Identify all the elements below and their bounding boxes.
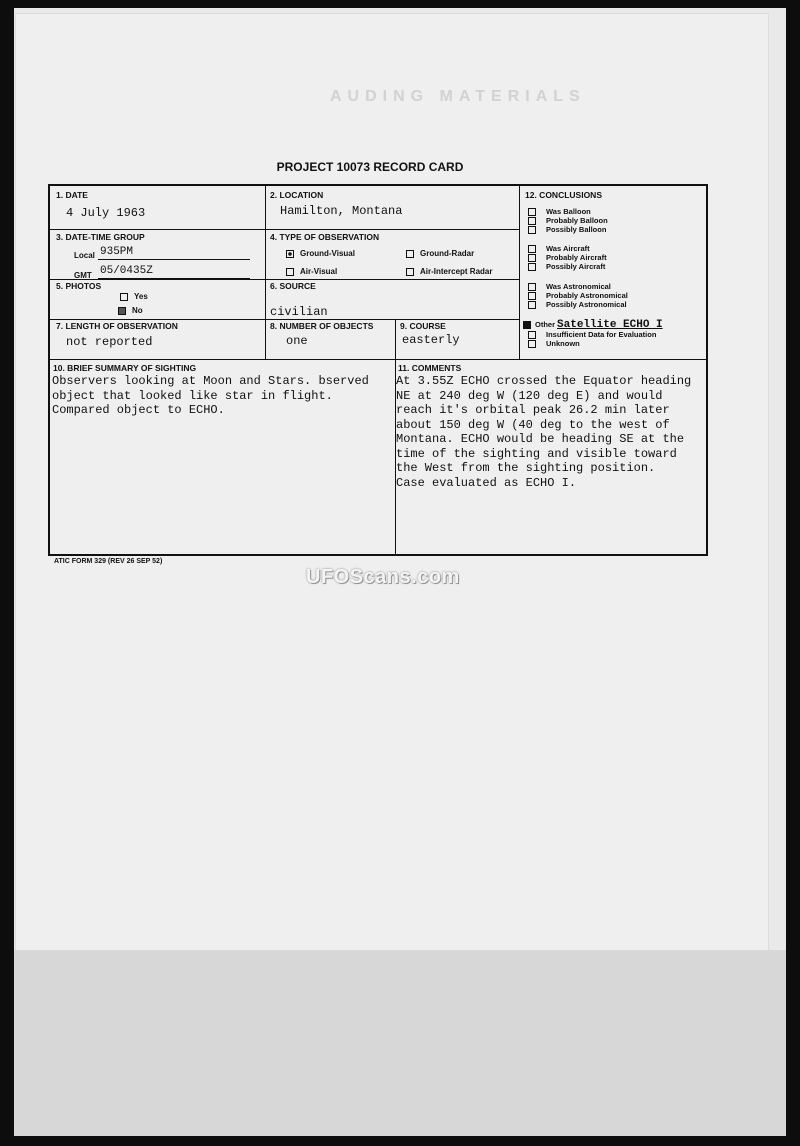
type-air-visual: Air-Visual	[286, 267, 337, 276]
dtg-gmt-value: 05/0435Z	[100, 265, 153, 277]
conclusion-possibly-astronomical: Possibly Astronomical	[528, 300, 627, 309]
objects-value: one	[286, 334, 308, 348]
checkbox	[528, 208, 536, 216]
checkbox	[528, 340, 536, 348]
conclusion-other: Other Satellite ECHO I	[523, 320, 663, 330]
photos-label: 5. PHOTOS	[56, 281, 102, 291]
checkbox	[528, 254, 536, 262]
comments-label: 11. COMMENTS	[398, 363, 462, 373]
checkbox	[528, 226, 536, 234]
photos-yes: Yes	[120, 292, 148, 301]
conclusion-probably-aircraft: Probably Aircraft	[528, 253, 607, 262]
checkbox	[528, 217, 536, 225]
conclusion-insufficient: Insufficient Data for Evaluation	[528, 330, 656, 339]
checkbox	[528, 245, 536, 253]
conclusion-probably-balloon: Probably Balloon	[528, 216, 608, 225]
course-value: easterly	[402, 333, 460, 347]
type-label: 4. TYPE OF OBSERVATION	[270, 232, 380, 242]
form-number: ATIC FORM 329 (REV 26 SEP 52)	[54, 558, 163, 565]
comments-text: At 3.55Z ECHO crossed the Equator heading NE at 240 deg W (120 deg E) and would reach it's orbital peak 26.2 min later about 150 deg W (40 deg to the west of Montana. ECHO would be heading SE at the time of the sighting and visible toward the West from the sighting position. Case evaluated as ECHO I.	[396, 374, 692, 490]
length-label: 7. LENGTH OF OBSERVATION	[56, 321, 178, 331]
date-value: 4 July 1963	[66, 206, 146, 220]
checkbox	[528, 292, 536, 300]
dtg-local-underline	[98, 259, 250, 260]
conclusion-was-balloon: Was Balloon	[528, 207, 591, 216]
conclusion-probably-astronomical: Probably Astronomical	[528, 291, 628, 300]
checkbox	[406, 250, 414, 258]
checked-checkbox	[523, 321, 531, 329]
conclusion-other-value: Satellite ECHO I	[557, 319, 663, 331]
date-label: 1. DATE	[56, 190, 88, 200]
checkbox	[286, 268, 294, 276]
checked-checkbox	[286, 250, 294, 258]
checkbox	[528, 263, 536, 271]
source-value: civilian	[270, 305, 328, 319]
watermark: UFOScans.com	[306, 566, 460, 588]
location-value: Hamilton, Montana	[280, 204, 403, 218]
dtg-local-label: Local	[74, 251, 95, 260]
objects-label: 8. NUMBER OF OBJECTS	[270, 321, 374, 331]
lower-scan-area	[14, 950, 786, 1136]
location-label: 2. LOCATION	[270, 190, 324, 200]
conclusion-was-astronomical: Was Astronomical	[528, 282, 611, 291]
type-ground-visual: Ground-Visual	[286, 249, 355, 258]
conclusion-was-aircraft: Was Aircraft	[528, 244, 590, 253]
conclusion-unknown: Unknown	[528, 339, 580, 348]
photos-no: No	[118, 306, 143, 315]
type-ground-radar: Ground-Radar	[406, 249, 474, 258]
checkbox	[406, 268, 414, 276]
conclusions-label: 12. CONCLUSIONS	[525, 190, 602, 200]
checkbox	[528, 283, 536, 291]
course-label: 9. COURSE	[400, 321, 446, 331]
type-air-intercept: Air-Intercept Radar	[406, 267, 492, 276]
summary-text: Observers looking at Moon and Stars. bserved object that looked like star in flight. Compared object to ECHO.	[52, 374, 369, 417]
card-title: PROJECT 10073 RECORD CARD	[276, 160, 464, 174]
source-label: 6. SOURCE	[270, 281, 316, 291]
dtg-label: 3. DATE-TIME GROUP	[56, 232, 145, 242]
conclusion-possibly-balloon: Possibly Balloon	[528, 225, 606, 234]
checkbox	[528, 301, 536, 309]
dtg-gmt-underline	[98, 278, 250, 279]
checkbox	[120, 293, 128, 301]
checked-checkbox	[118, 307, 126, 315]
conclusion-possibly-aircraft: Possibly Aircraft	[528, 262, 605, 271]
dtg-gmt-label: GMT	[74, 271, 92, 280]
length-value: not reported	[66, 335, 153, 349]
bleed-through-text: AUDING MATERIALS	[330, 88, 586, 105]
dtg-local-value: 935PM	[100, 246, 134, 258]
summary-label: 10. BRIEF SUMMARY OF SIGHTING	[53, 363, 197, 373]
checkbox	[528, 331, 536, 339]
